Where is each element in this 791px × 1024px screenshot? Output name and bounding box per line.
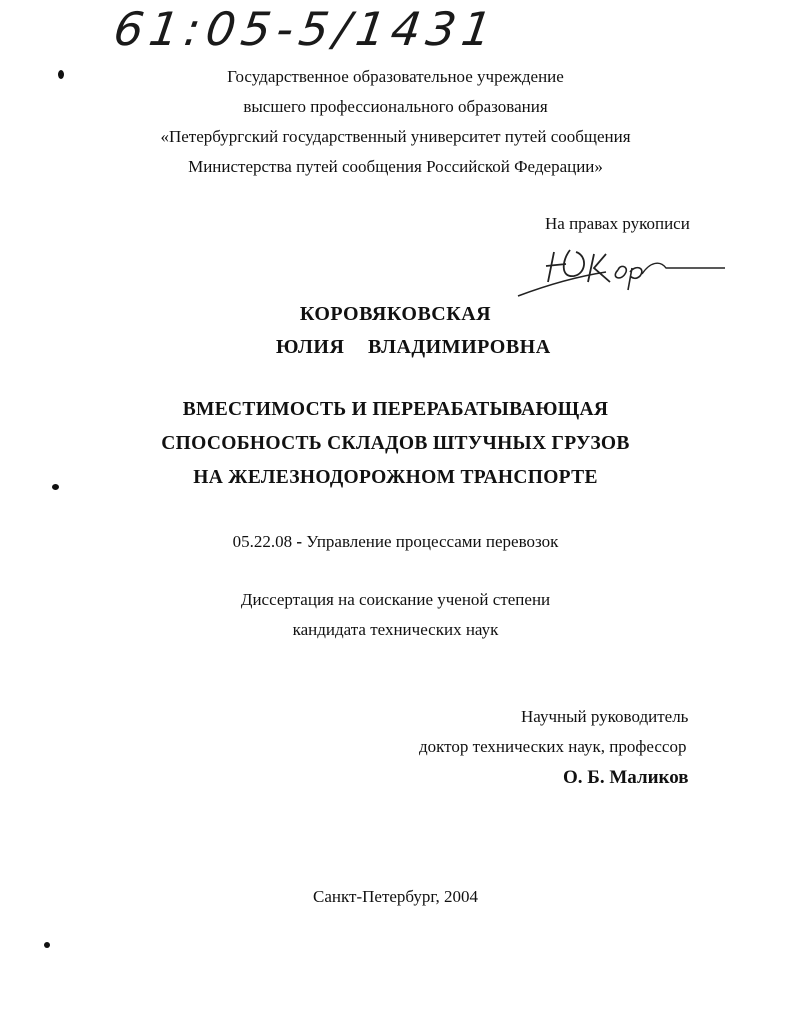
place-year: Санкт-Петербург, 2004 [313, 887, 478, 906]
supervisor-name: О. Б. Маликов [563, 767, 689, 788]
specialty-code: 05.22.08 [232, 532, 293, 551]
specialty-name: Управление процессами перевозок [306, 532, 559, 551]
supervisor-credentials: доктор технических наук, профессор [419, 737, 687, 756]
institution-line-4: Министерства путей сообщения Российской Федерации» [188, 157, 603, 176]
institution-line-2: высшего профессионального образования [243, 97, 548, 116]
specialty-separator: - [296, 532, 303, 551]
title-line-2: СПОСОБНОСТЬ СКЛАДОВ ШТУЧНЫХ ГРУЗОВ [161, 433, 630, 454]
degree-line-2: кандидата технических наук [292, 620, 499, 639]
degree-line-1: Диссертация на соискание ученой степени [240, 590, 551, 609]
manuscript-note: На правах рукописи [545, 214, 690, 233]
author-surname: КОРОВЯКОВСКАЯ [299, 303, 492, 325]
institution-line-1: Государственное образовательное учреждение [227, 67, 564, 86]
specialty [0, 532, 791, 552]
scan-speck [44, 942, 50, 948]
institution-line-3: «Петербургский государственный университет путей сообщения [160, 127, 631, 146]
author-signature [510, 238, 735, 300]
title-line-3: НА ЖЕЛЕЗНОДОРОЖНОМ ТРАНСПОРТЕ [193, 467, 598, 488]
title-line-1: ВМЕСТИМОСТЬ И ПЕРЕРАБАТЫВАЮЩАЯ [182, 399, 609, 420]
supervisor-label: Научный руководитель [521, 707, 689, 726]
author-patronymic: ВЛАДИМИРОВНА [368, 336, 551, 358]
author-first-name: ЮЛИЯ [276, 336, 345, 358]
archive-number: 61:05-5/1431 [110, 2, 501, 56]
